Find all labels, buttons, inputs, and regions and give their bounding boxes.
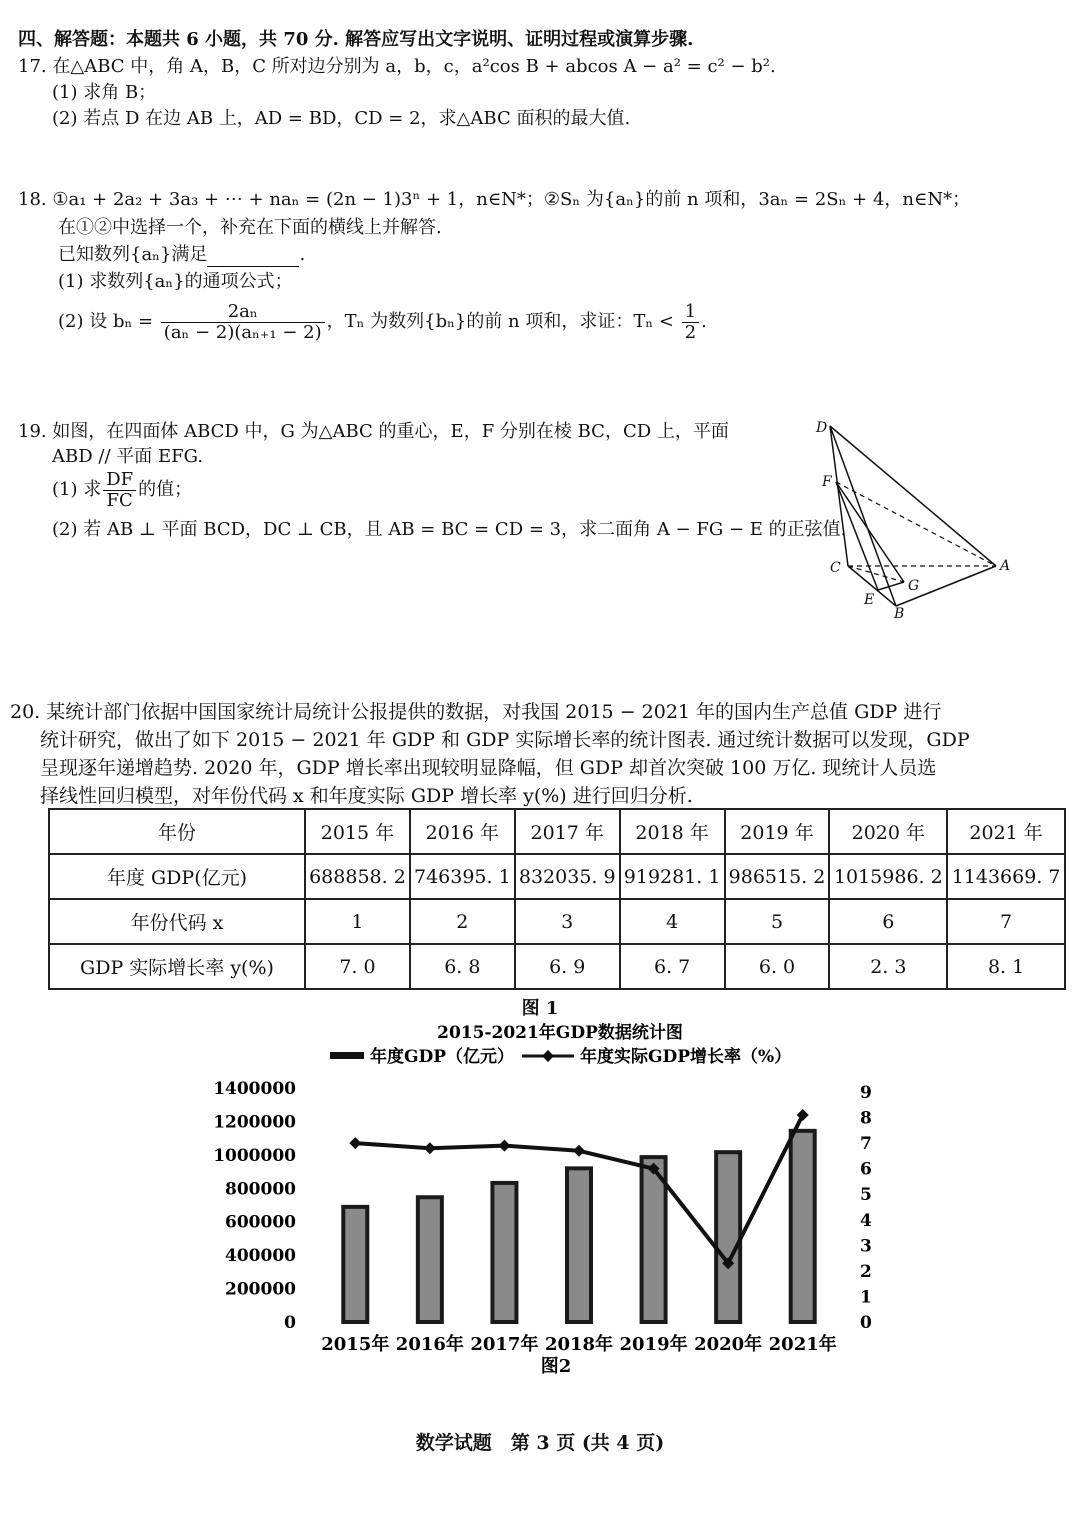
gdp-combo-chart [0, 1016, 1080, 1388]
table-cell: 7 [947, 899, 1065, 944]
growth-rate-point [498, 1140, 510, 1152]
section-header: 四、解答题：本题共 6 小题，共 70 分. 解答应写出文字说明、证明过程或演算步骤. [18, 29, 694, 50]
table-row-header: 年度 GDP(亿元) [49, 854, 305, 899]
q18-part2-prefix: (2) 设 bₙ = [58, 311, 154, 332]
answer-blank [207, 248, 299, 267]
q18-given [58, 243, 305, 267]
table-cell: 986515. 2 [725, 854, 830, 899]
y-right-tick-label: 1 [860, 1287, 872, 1308]
table-row [49, 854, 1065, 899]
y-right-tick-label: 3 [860, 1236, 872, 1257]
table-row-header: 年份代码 x [49, 899, 305, 944]
table-cell: 6 [829, 899, 947, 944]
table-cell: 5 [725, 899, 830, 944]
label-d: D [816, 420, 828, 436]
half-numerator: 1 [682, 302, 699, 323]
table-cell: 3 [515, 899, 620, 944]
growth-rate-point [424, 1142, 436, 1154]
table-cell: 2020 年 [829, 809, 947, 854]
y-right-tick-label: 2 [860, 1261, 872, 1282]
table-cell: 8. 1 [947, 944, 1065, 989]
q17-part2: (2) 若点 D 在边 AB 上，AD = BD，CD = 2，求△ABC 面积的最大值. [52, 108, 631, 129]
table-cell: 2018 年 [620, 809, 725, 854]
x-tick-label: 2017年 [470, 1334, 539, 1355]
table-cell: 7. 0 [305, 944, 410, 989]
q18-part1: (1) 求数列{aₙ}的通项公式； [58, 271, 293, 292]
chart-legend [330, 1046, 791, 1067]
bn-numerator: 2aₙ [161, 302, 325, 323]
q20-line-1: 20. 某统计部门依据中国国家统计局统计公报提供的数据，对我国 2015 − 2021 年的国内生产总值 GDP 进行 [10, 701, 942, 723]
gdp-bar [492, 1183, 516, 1322]
page-footer: 数学试题 第 3 页 (共 4 页) [415, 1432, 665, 1454]
y-right-tick-label: 0 [860, 1313, 872, 1333]
table-cell: 1143669. 7 [947, 854, 1065, 899]
label-f: F [822, 474, 832, 490]
q18-part2-end: . [701, 311, 707, 332]
table-cell: 6. 0 [725, 944, 830, 989]
label-g: G [908, 578, 920, 594]
y-left-tick-label: 200000 [225, 1279, 296, 1300]
q19-part1 [52, 468, 192, 512]
table-cell: 2019 年 [725, 809, 830, 854]
q18-part2 [58, 298, 707, 346]
q19-stem-2: ABD // 平面 EFG. [52, 446, 204, 467]
label-e: E [864, 592, 875, 608]
y-right-tick-label: 8 [860, 1108, 872, 1129]
gdp-bar [716, 1152, 740, 1322]
growth-rate-point [349, 1137, 361, 1149]
q20-line-4: 择线性回归模型，对年份代码 x 和年度实际 GDP 增长率 y(%) 进行回归分析. [40, 785, 693, 807]
gdp-table [48, 808, 1066, 990]
table-caption: 图 1 [521, 998, 559, 1019]
y-right-tick-label: 4 [860, 1210, 872, 1231]
table-row-header: 年份 [49, 809, 305, 854]
y-left-tick-label: 0 [284, 1313, 296, 1333]
table-cell: 4 [620, 899, 725, 944]
x-tick-label: 2020年 [694, 1334, 763, 1355]
y-left-tick-label: 1400000 [213, 1079, 296, 1099]
fc-denominator: FC [106, 489, 133, 511]
q20-line-3: 呈现逐年递增趋势. 2020 年，GDP 增长率出现较明显降幅，但 GDP 却首次突破 100 万亿. 现统计人员选 [40, 757, 937, 779]
bn-denominator: (aₙ − 2)(aₙ₊₁ − 2) [163, 321, 322, 343]
x-tick-label: 2015年 [321, 1334, 390, 1355]
y-right-tick-label: 5 [860, 1185, 872, 1206]
chart-caption: 图2 [540, 1356, 572, 1377]
q18-instruction: 在①②中选择一个，补充在下面的横线上并解答. [58, 217, 442, 238]
table-cell: 6. 8 [410, 944, 515, 989]
q18-given-end: . [299, 244, 306, 265]
table-cell: 688858. 2 [305, 854, 410, 899]
y-right-tick-label: 6 [860, 1159, 872, 1180]
x-tick-label: 2019年 [619, 1334, 688, 1355]
legend-bar-label: 年度GDP（亿元） [370, 1047, 515, 1067]
q19-stem-1: 19. 如图，在四面体 ABCD 中，G 为△ABC 的重心，E，F 分别在棱 BC，CD 上，平面 [18, 421, 729, 442]
legend-line-label: 年度实际GDP增长率（%） [580, 1047, 792, 1067]
q19-part2: (2) 若 AB ⊥ 平面 BCD，DC ⊥ CB，且 AB = BC = CD = 3，求二面角 A − FG − E 的正弦值. [52, 519, 847, 540]
y-left-tick-label: 1200000 [213, 1112, 296, 1133]
gdp-bar [567, 1168, 591, 1322]
table-row-header: GDP 实际增长率 y(%) [49, 944, 305, 989]
y-left-tick-label: 1000000 [213, 1145, 296, 1166]
x-tick-label: 2018年 [544, 1334, 614, 1355]
table-cell: 6. 9 [515, 944, 620, 989]
table-cell: 832035. 9 [515, 854, 620, 899]
table-cell: 2017 年 [515, 809, 620, 854]
label-a: A [1000, 558, 1011, 574]
q18-part2-mid: ，Tₙ 为数列{bₙ}的前 n 项和，求证：Tₙ < [326, 311, 674, 332]
tetrahedron-figure [812, 414, 1022, 624]
q20-line-2: 统计研究，做出了如下 2015 − 2021 年 GDP 和 GDP 实际增长率的统计图表. 通过统计数据可以发现，GDP [40, 729, 970, 751]
table-row [49, 809, 1065, 854]
label-c: C [830, 560, 841, 576]
q18-given-text: 已知数列{aₙ}满足 [58, 244, 208, 265]
y-left-tick-label: 400000 [225, 1246, 296, 1267]
y-left-tick-label: 600000 [225, 1212, 296, 1233]
table-cell: 746395. 1 [410, 854, 515, 899]
table-cell: 2015 年 [305, 809, 410, 854]
x-tick-label: 2016年 [395, 1334, 464, 1355]
half-fraction [682, 302, 699, 343]
gdp-bar [791, 1131, 815, 1322]
table-row [49, 899, 1065, 944]
table-row [49, 944, 1065, 989]
label-b: B [894, 606, 905, 622]
table-cell: 2021 年 [947, 809, 1065, 854]
df-fc-fraction [103, 470, 136, 511]
chart-title: 2015-2021年GDP数据统计图 [437, 1023, 683, 1043]
growth-rate-point [573, 1145, 585, 1157]
table-cell: 2016 年 [410, 809, 515, 854]
x-tick-label: 2021年 [768, 1334, 837, 1355]
legend-bar-swatch [330, 1052, 364, 1059]
y-right-tick-label: 7 [860, 1134, 872, 1155]
table-cell: 2. 3 [829, 944, 947, 989]
table-cell: 1015986. 2 [829, 854, 947, 899]
gdp-bar [418, 1197, 442, 1322]
q18-conditions: 18. ①a₁ + 2a₂ + 3a₃ + ⋯ + naₙ = (2n − 1)3ⁿ + 1，n∈N*；②Sₙ 为{aₙ}的前 n 项和，3aₙ = 2Sₙ + 4，n∈N*； [18, 189, 971, 210]
q19-part1-prefix: (1) 求 [52, 479, 102, 500]
q19-part1-end: 的值； [138, 479, 193, 500]
q17-part1: (1) 求角 B； [52, 82, 157, 103]
legend-diamond-icon [542, 1050, 554, 1062]
q17-stem: 17. 在△ABC 中，角 A，B，C 所对边分别为 a，b，c，a²cos B + abcos A − a² = c² − b². [18, 56, 776, 77]
df-numerator: DF [103, 470, 136, 491]
y-right-tick-label: 9 [860, 1083, 872, 1103]
table-cell: 919281. 1 [620, 854, 725, 899]
half-denominator: 2 [684, 321, 697, 343]
table-cell: 6. 7 [620, 944, 725, 989]
y-left-tick-label: 800000 [225, 1179, 296, 1200]
table-cell: 2 [410, 899, 515, 944]
bn-fraction [161, 302, 325, 343]
table-cell: 1 [305, 899, 410, 944]
gdp-bar [343, 1207, 367, 1322]
